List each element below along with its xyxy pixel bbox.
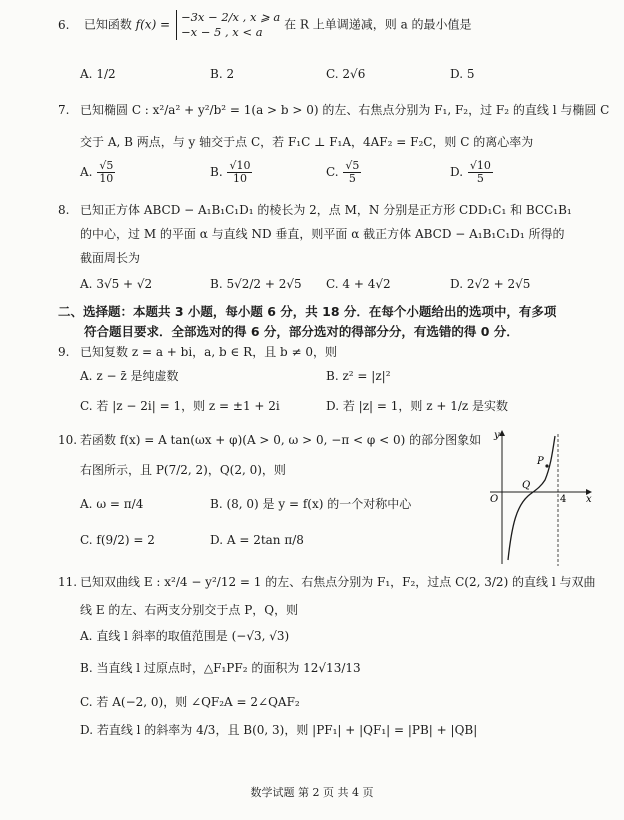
- q8-line-2: 的中心，过 M 的平面 α 与直线 ND 垂直，则平面 α 截正方体 ABCD − A₁B₁C₁D₁ 所得的: [80, 227, 565, 241]
- q10-graph-y-arrow: [499, 430, 505, 436]
- q11-option-c: C. 若 A(−2, 0)，则 ∠QF₂A = 2∠QAF₂: [80, 695, 300, 709]
- q6-piecewise: [176, 10, 280, 40]
- q9-option-a: A. z − z̄ 是纯虚数: [80, 369, 179, 383]
- q10-number: 10.: [58, 433, 78, 447]
- q11-line-1: 11. 已知双曲线 E : x²/4 − y²/12 = 1 的左、右焦点分别为 F₁，F₂，过点 C(2, 3/2) 的直线 l 与双曲: [58, 575, 596, 589]
- page-footer: 数学试题 第 2 页 共 4 页: [250, 786, 374, 799]
- section-2-header: [58, 302, 578, 342]
- q9-option-d: D. 若 |z| = 1，则 z + 1/z 是实数: [326, 399, 509, 413]
- q6-fx: f(x) =: [135, 17, 171, 32]
- q11-line-2: 线 E 的左、右两支分别交于点 P，Q，则: [80, 603, 299, 617]
- q6-piece-1: −3x − 2/x , x ⩾ a: [180, 10, 281, 24]
- q10-line-1: 10. 若函数 f(x) = A tan(ωx + φ)(A > 0, ω > 0, −π < φ < 0) 的部分图象如: [58, 433, 482, 447]
- q10-option-a: A. ω = π/4: [80, 497, 144, 511]
- q10-graph-point-p: [545, 464, 548, 467]
- q6-option-b: B. 2: [210, 67, 235, 81]
- q8-line-3: 截面周长为: [80, 251, 141, 265]
- q6-stem: [58, 10, 472, 40]
- q8-option-b: B. 5√2/2 + 2√5: [210, 277, 302, 291]
- q8-number: 8.: [58, 203, 70, 217]
- q11-number: 11.: [58, 575, 78, 589]
- q10-graph-curve: [508, 436, 555, 560]
- q10-graph-y-label: y: [494, 430, 500, 441]
- section-2-line-2: 符合题目要求．全部选对的得 6 分，部分选对的得部分分，有选错的得 0 分．: [84, 324, 519, 339]
- q9-stem: 9. 已知复数 z = a + bi，a, b ∈ R，且 b ≠ 0，则: [58, 345, 338, 359]
- q9-option-b: B. z² = |z|²: [326, 369, 391, 383]
- q7-option-b: B. $\frac{√10}{10}$: [210, 159, 251, 185]
- q6-option-c: C. 2√6: [326, 67, 366, 81]
- q10-option-c: C. f(9/2) = 2: [80, 533, 155, 547]
- q9-option-c: C. 若 |z − 2i| = 1，则 z = ±1 + 2i: [80, 399, 280, 413]
- q10-option-d: D. A = 2tan π/8: [210, 533, 304, 547]
- section-2-line-1: 二、选择题：本题共 3 小题，每小题 6 分，共 18 分．在每个小题给出的选项中，有多项: [58, 304, 557, 319]
- q6-option-a: A. 1/2: [80, 67, 116, 81]
- q11-option-b: B. 当直线 l 过原点时，△F₁PF₂ 的面积为 12√13/13: [80, 661, 361, 675]
- q8-option-c: C. 4 + 4√2: [326, 277, 391, 291]
- q10-option-b: B. (8, 0) 是 y = f(x) 的一个对称中心: [210, 497, 412, 511]
- q10-graph-origin: O: [490, 494, 499, 505]
- q6-pre: 已知函数: [83, 17, 132, 32]
- q7-number: 7.: [58, 103, 70, 117]
- q10-graph-x-label: x: [586, 494, 592, 505]
- q9-number: 9.: [58, 345, 70, 359]
- q10-graph-four-label: 4: [560, 494, 567, 505]
- q6-piece-2: −x − 5 , x < a: [180, 25, 263, 39]
- q10-graph-q-label: Q: [522, 480, 531, 491]
- q8-option-a: A. 3√5 + √2: [80, 277, 153, 291]
- q8-option-d: D. 2√2 + 2√5: [450, 277, 531, 291]
- q10-graph: [482, 428, 592, 568]
- q6-option-d: D. 5: [450, 67, 475, 81]
- q6-post: 在 R 上单调递减，则 a 的最小值是: [284, 17, 472, 32]
- q10-graph-p-label: P: [537, 456, 544, 467]
- q7-option-d: D. $\frac{√10}{5}$: [450, 159, 491, 185]
- q7-option-a: A. $\frac{√5}{10}$: [80, 159, 114, 185]
- q6-number: 6.: [58, 17, 70, 32]
- q11-option-a: A. 直线 l 斜率的取值范围是 (−√3, √3): [80, 629, 290, 643]
- q7-line-1: 7. 已知椭圆 C : x²/a² + y²/b² = 1(a > b > 0) 的左、右焦点分别为 F₁, F₂，过 F₂ 的直线 l 与椭圆 C: [58, 103, 610, 117]
- q7-option-c: C. $\frac{√5}{5}$: [326, 159, 360, 185]
- q10-line-2: 右图所示，且 P(7/2, 2)，Q(2, 0)，则: [80, 463, 286, 477]
- q7-line-2: 交于 A, B 两点，与 y 轴交于点 C，若 F₁C ⊥ F₁A，4AF₂ = F₂C，则 C 的离心率为: [80, 135, 534, 149]
- q8-line-1: 8. 已知正方体 ABCD − A₁B₁C₁D₁ 的棱长为 2，点 M，N 分别是正方形 CDD₁C₁ 和 BCC₁B₁: [58, 203, 572, 217]
- q11-option-d: D. 若直线 l 的斜率为 4/3，且 B(0, 3)，则 |PF₁| + |QF₁| = |PB| + |QB|: [80, 723, 478, 737]
